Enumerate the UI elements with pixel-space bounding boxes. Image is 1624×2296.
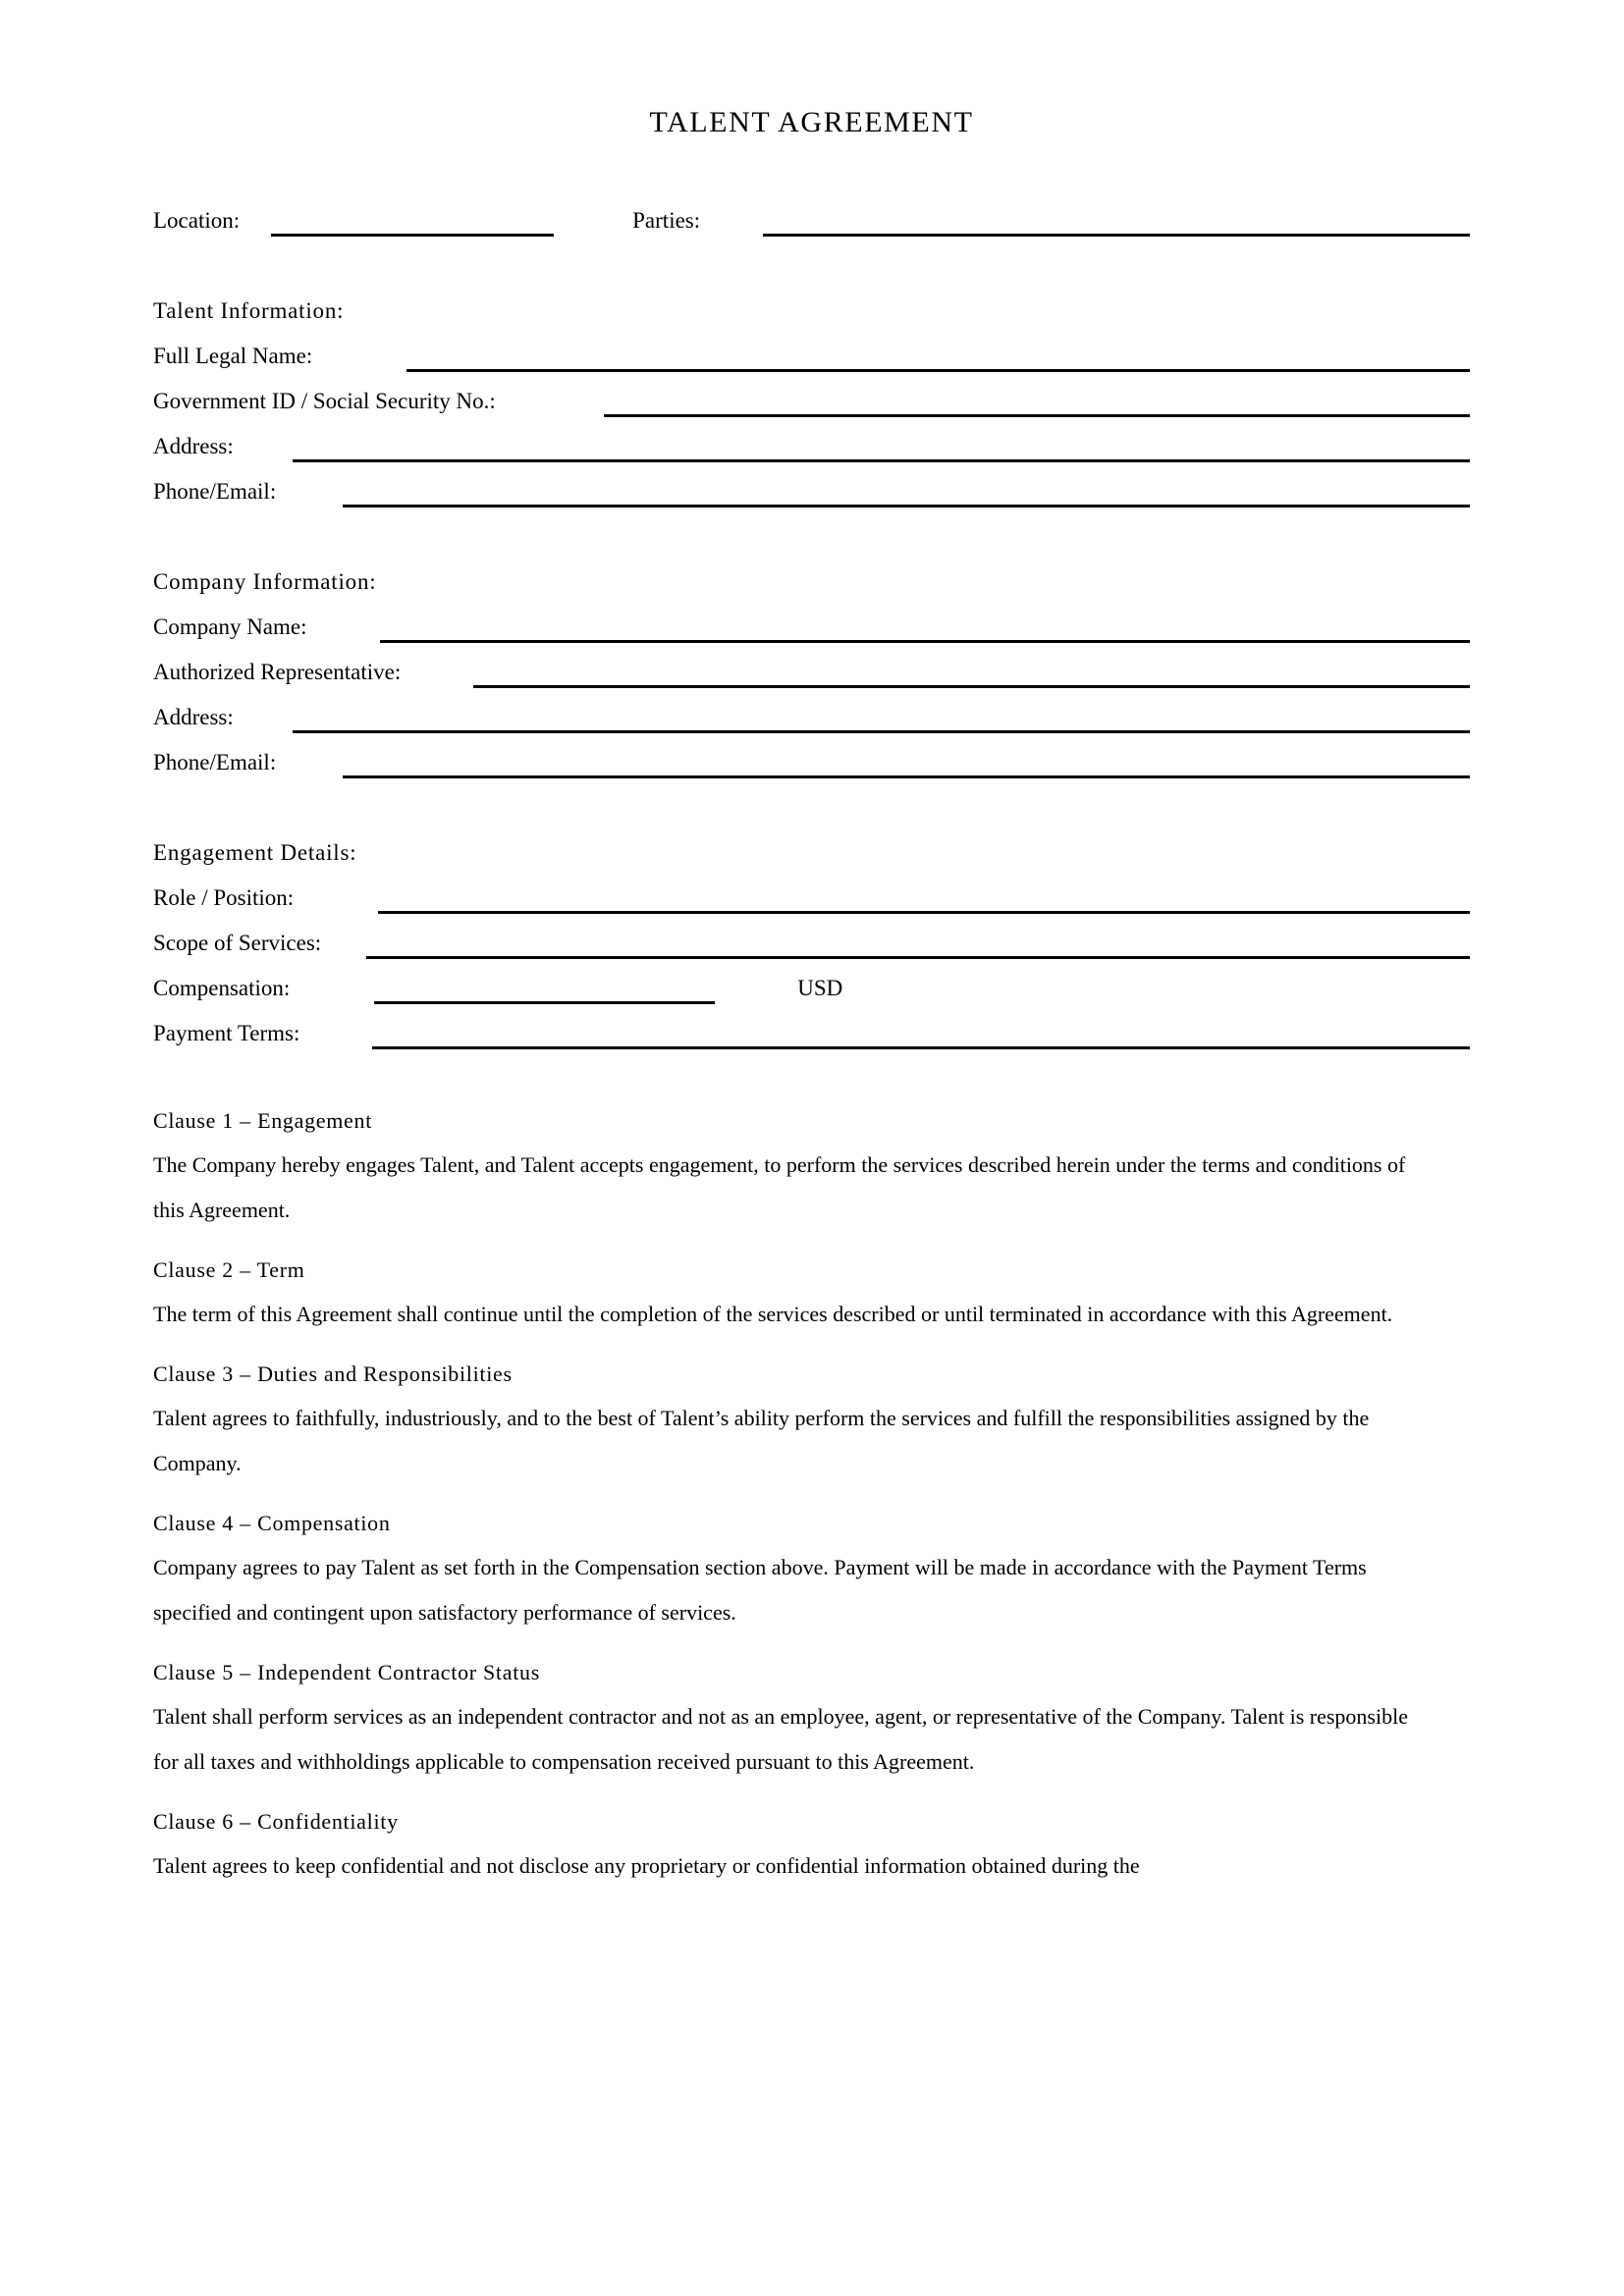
field-label: Phone/Email: [153,479,277,504]
page-title: TALENT AGREEMENT [649,106,974,138]
company-phone-email-input-rule[interactable] [343,775,1470,778]
clause-1 [153,1099,1470,1233]
field-label: Compensation: [153,976,291,1000]
field-company-address [153,695,1470,740]
clause-6 [153,1800,1470,1889]
field-company-name [153,605,1470,650]
compensation-input-rule[interactable] [374,1001,715,1004]
field-government-id [153,379,1470,424]
clause-title: Clause 2 – Term [153,1257,305,1282]
clause-title: Clause 3 – Duties and Responsibilities [153,1362,513,1386]
field-label: Payment Terms: [153,1021,300,1045]
parties-input-rule[interactable] [763,234,1470,237]
field-company-phone-email [153,740,1470,785]
field-role-position [153,876,1470,921]
clause-title: Clause 1 – Engagement [153,1108,373,1133]
company-name-input-rule[interactable] [380,640,1471,643]
field-label: Company Name: [153,614,307,639]
field-label: Scope of Services: [153,931,322,955]
clause-body: The Company hereby engages Talent, and Talent accepts engagement, to perform the services described herein under the terms and conditions of this Agreement. [153,1152,1406,1222]
clauses-section [153,1099,1470,1889]
company-address-input-rule[interactable] [293,730,1470,733]
field-label: Address: [153,705,234,729]
clause-body: Talent shall perform services as an independent contractor and not as an employee, agent, or representative of the Company. Talent is responsible for all taxes and withholdings applicable to compensation received pursuant to this Agreement. [153,1704,1408,1774]
spacer [153,514,1470,560]
role-position-input-rule[interactable] [378,911,1470,914]
engagement-details-heading: Engagement Details: [153,840,357,865]
field-label: Role / Position: [153,885,295,910]
field-payment-terms [153,1011,1470,1056]
field-label: Phone/Email: [153,750,277,774]
clause-title: Clause 6 – Confidentiality [153,1809,399,1834]
talent-phone-email-input-rule[interactable] [343,505,1470,507]
company-information-heading: Company Information: [153,569,377,594]
full-legal-name-input-rule[interactable] [406,369,1470,372]
location-input-rule[interactable] [271,234,554,237]
field-label: Authorized Representative: [153,660,402,684]
scope-of-services-input-rule[interactable] [366,956,1470,959]
document-content [153,0,1470,1904]
field-label: Address: [153,434,234,458]
header-fields-row [153,198,1470,243]
clause-4 [153,1502,1470,1635]
spacer [153,785,1470,830]
clause-3 [153,1353,1470,1486]
field-compensation [153,966,1470,1011]
field-talent-address [153,424,1470,469]
talent-address-input-rule[interactable] [293,459,1470,462]
payment-terms-input-rule[interactable] [372,1046,1470,1049]
field-label: Government ID / Social Security No.: [153,389,496,413]
compensation-currency-label: USD [797,976,843,1000]
location-label: Location: [153,208,241,233]
clause-body: The term of this Agreement shall continue until the completion of the services described or until terminated in accordance with this Agreement. [153,1302,1393,1326]
clause-title: Clause 4 – Compensation [153,1511,391,1535]
clause-body: Talent agrees to keep confidential and not disclose any proprietary or confidential information obtained during the [153,1853,1140,1878]
clause-2 [153,1249,1470,1337]
spacer [153,243,1470,289]
government-id-input-rule[interactable] [604,414,1470,417]
field-talent-phone-email [153,469,1470,514]
talent-information-heading: Talent Information: [153,298,345,323]
clause-body: Talent agrees to faithfully, industriously, and to the best of Talent’s ability perform the services and fulfill the responsibilities assigned by the Company. [153,1406,1370,1475]
field-label: Full Legal Name: [153,344,313,368]
clause-body: Company agrees to pay Talent as set forth in the Compensation section above. Payment will be made in accordance with the Payment Terms specified and contingent upon satisfactory performance of services. [153,1555,1367,1625]
clause-title: Clause 5 – Independent Contractor Status [153,1660,540,1684]
field-full-legal-name [153,334,1470,379]
field-scope-of-services [153,921,1470,966]
authorized-representative-input-rule[interactable] [473,685,1470,688]
clause-5 [153,1651,1470,1785]
field-authorized-representative [153,650,1470,695]
parties-label: Parties: [632,208,701,233]
